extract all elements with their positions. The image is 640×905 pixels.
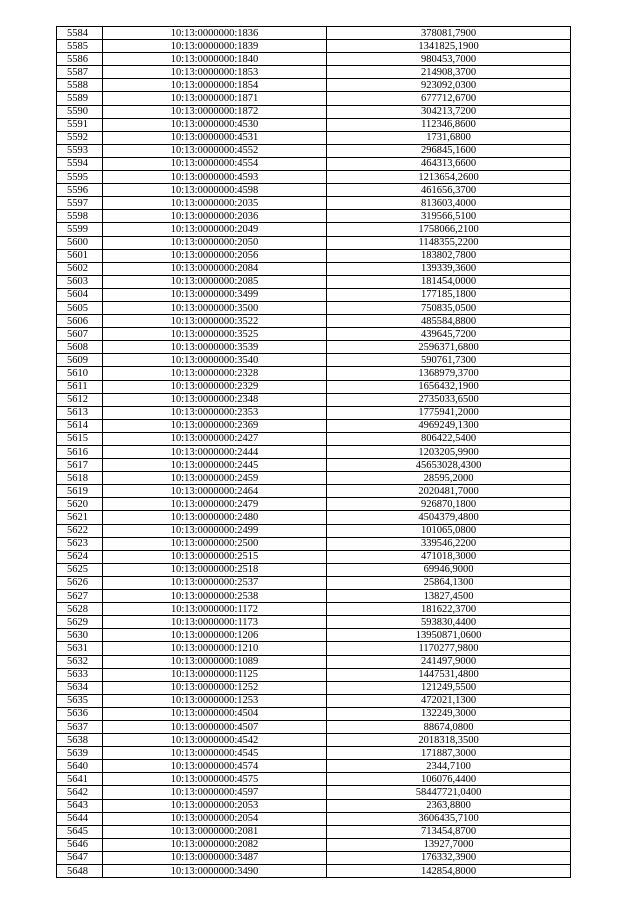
table-row — [57, 249, 571, 262]
table-row — [57, 105, 571, 118]
value-cell: 13950871,0600 — [327, 629, 571, 642]
row-number-cell: 5610 — [57, 367, 103, 380]
table-row — [57, 446, 571, 459]
row-number-cell: 5622 — [57, 524, 103, 537]
row-number-cell: 5615 — [57, 432, 103, 445]
row-number-cell: 5636 — [57, 707, 103, 720]
cadastral-number-cell: 10:13:0000000:2537 — [103, 576, 327, 589]
row-number-cell: 5640 — [57, 760, 103, 773]
value-cell: 2596371,6800 — [327, 341, 571, 354]
value-cell: 25864,1300 — [327, 576, 571, 589]
row-number-cell: 5608 — [57, 341, 103, 354]
row-number-cell: 5592 — [57, 131, 103, 144]
row-number-cell: 5632 — [57, 655, 103, 668]
table-row — [57, 707, 571, 720]
value-cell: 101065,0800 — [327, 524, 571, 537]
cadastral-number-cell: 10:13:0000000:4531 — [103, 131, 327, 144]
value-cell: 378081,7900 — [327, 27, 571, 40]
value-cell: 142854,8000 — [327, 865, 571, 878]
table-row — [57, 288, 571, 301]
row-number-cell: 5611 — [57, 380, 103, 393]
cadastral-number-cell: 10:13:0000000:2084 — [103, 262, 327, 275]
table-row — [57, 223, 571, 236]
table-row — [57, 537, 571, 550]
row-number-cell: 5637 — [57, 720, 103, 733]
row-number-cell: 5628 — [57, 603, 103, 616]
cadastral-number-cell: 10:13:0000000:3487 — [103, 851, 327, 864]
cadastral-number-cell: 10:13:0000000:3490 — [103, 865, 327, 878]
cadastral-number-cell: 10:13:0000000:2081 — [103, 825, 327, 838]
cadastral-number-cell: 10:13:0000000:3540 — [103, 354, 327, 367]
cadastral-number-cell: 10:13:0000000:4575 — [103, 773, 327, 786]
cadastral-number-cell: 10:13:0000000:2518 — [103, 563, 327, 576]
table-row — [57, 79, 571, 92]
cadastral-number-cell: 10:13:0000000:2464 — [103, 485, 327, 498]
cadastral-number-cell: 10:13:0000000:2082 — [103, 838, 327, 851]
table-row — [57, 825, 571, 838]
value-cell: 304213,7200 — [327, 105, 571, 118]
cadastral-number-cell: 10:13:0000000:4552 — [103, 144, 327, 157]
value-cell: 181454,0000 — [327, 275, 571, 288]
table-row — [57, 144, 571, 157]
value-cell: 926870,1800 — [327, 498, 571, 511]
value-cell: 181622,3700 — [327, 603, 571, 616]
cadastral-number-cell: 10:13:0000000:4554 — [103, 157, 327, 170]
table-row — [57, 262, 571, 275]
row-number-cell: 5585 — [57, 40, 103, 53]
row-number-cell: 5584 — [57, 27, 103, 40]
cadastral-number-cell: 10:13:0000000:2056 — [103, 249, 327, 262]
row-number-cell: 5618 — [57, 472, 103, 485]
cadastral-number-cell: 10:13:0000000:2515 — [103, 550, 327, 563]
cadastral-number-cell: 10:13:0000000:1836 — [103, 27, 327, 40]
value-cell: 106076,4400 — [327, 773, 571, 786]
value-cell: 183802,7800 — [327, 249, 571, 262]
table-row — [57, 472, 571, 485]
table-row — [57, 275, 571, 288]
cadastral-number-cell: 10:13:0000000:1172 — [103, 603, 327, 616]
cadastral-number-cell: 10:13:0000000:4542 — [103, 734, 327, 747]
row-number-cell: 5614 — [57, 419, 103, 432]
table-row — [57, 511, 571, 524]
cadastral-number-cell: 10:13:0000000:2053 — [103, 799, 327, 812]
value-cell: 69946,9000 — [327, 563, 571, 576]
value-cell: 121249,5500 — [327, 681, 571, 694]
cadastral-number-cell: 10:13:0000000:4545 — [103, 747, 327, 760]
value-cell: 1213654,2600 — [327, 171, 571, 184]
row-number-cell: 5643 — [57, 799, 103, 812]
row-number-cell: 5607 — [57, 328, 103, 341]
value-cell: 1170277,9800 — [327, 642, 571, 655]
cadastral-number-cell: 10:13:0000000:1252 — [103, 681, 327, 694]
table-row — [57, 171, 571, 184]
cadastral-number-cell: 10:13:0000000:2427 — [103, 432, 327, 445]
row-number-cell: 5588 — [57, 79, 103, 92]
value-cell: 58447721,0400 — [327, 786, 571, 799]
table-row — [57, 694, 571, 707]
table-row — [57, 812, 571, 825]
row-number-cell: 5589 — [57, 92, 103, 105]
table-row — [57, 315, 571, 328]
cadastral-number-cell: 10:13:0000000:4530 — [103, 118, 327, 131]
row-number-cell: 5629 — [57, 616, 103, 629]
row-number-cell: 5605 — [57, 301, 103, 314]
table-row — [57, 459, 571, 472]
row-number-cell: 5599 — [57, 223, 103, 236]
row-number-cell: 5620 — [57, 498, 103, 511]
cadastral-number-cell: 10:13:0000000:2035 — [103, 197, 327, 210]
cadastral-number-cell: 10:13:0000000:1839 — [103, 40, 327, 53]
cadastral-number-cell: 10:13:0000000:2049 — [103, 223, 327, 236]
table-row — [57, 498, 571, 511]
value-cell: 472021,1300 — [327, 694, 571, 707]
row-number-cell: 5639 — [57, 747, 103, 760]
value-cell: 88674,0800 — [327, 720, 571, 733]
value-cell: 176332,3900 — [327, 851, 571, 864]
row-number-cell: 5612 — [57, 393, 103, 406]
table-row — [57, 184, 571, 197]
cadastral-number-cell: 10:13:0000000:2480 — [103, 511, 327, 524]
value-cell: 2018318,3500 — [327, 734, 571, 747]
value-cell: 593830,4400 — [327, 616, 571, 629]
row-number-cell: 5586 — [57, 53, 103, 66]
row-number-cell: 5613 — [57, 406, 103, 419]
cadastral-number-cell: 10:13:0000000:3500 — [103, 301, 327, 314]
row-number-cell: 5621 — [57, 511, 103, 524]
table-row — [57, 760, 571, 773]
row-number-cell: 5617 — [57, 459, 103, 472]
row-number-cell: 5601 — [57, 249, 103, 262]
row-number-cell: 5627 — [57, 590, 103, 603]
table-row — [57, 786, 571, 799]
value-cell: 1656432,1900 — [327, 380, 571, 393]
cadastral-number-cell: 10:13:0000000:4507 — [103, 720, 327, 733]
table-row — [57, 720, 571, 733]
row-number-cell: 5598 — [57, 210, 103, 223]
cadastral-number-cell: 10:13:0000000:2328 — [103, 367, 327, 380]
value-cell: 461656,3700 — [327, 184, 571, 197]
row-number-cell: 5603 — [57, 275, 103, 288]
table-row — [57, 773, 571, 786]
row-number-cell: 5606 — [57, 315, 103, 328]
row-number-cell: 5646 — [57, 838, 103, 851]
cadastral-number-cell: 10:13:0000000:2500 — [103, 537, 327, 550]
value-cell: 13827,4500 — [327, 590, 571, 603]
cadastral-table — [56, 26, 571, 878]
table-row — [57, 550, 571, 563]
value-cell: 214908,3700 — [327, 66, 571, 79]
value-cell: 1447531,4800 — [327, 668, 571, 681]
cadastral-number-cell: 10:13:0000000:2036 — [103, 210, 327, 223]
value-cell: 177185,1800 — [327, 288, 571, 301]
table-row — [57, 118, 571, 131]
cadastral-number-cell: 10:13:0000000:2085 — [103, 275, 327, 288]
row-number-cell: 5590 — [57, 105, 103, 118]
value-cell: 45653028,4300 — [327, 459, 571, 472]
cadastral-number-cell: 10:13:0000000:4597 — [103, 786, 327, 799]
table-row — [57, 27, 571, 40]
cadastral-number-cell: 10:13:0000000:4574 — [103, 760, 327, 773]
value-cell: 1368979,3700 — [327, 367, 571, 380]
row-number-cell: 5609 — [57, 354, 103, 367]
table-row — [57, 616, 571, 629]
table-row — [57, 354, 571, 367]
table-row — [57, 419, 571, 432]
cadastral-number-cell: 10:13:0000000:1840 — [103, 53, 327, 66]
value-cell: 296845,1600 — [327, 144, 571, 157]
table-row — [57, 655, 571, 668]
cadastral-number-cell: 10:13:0000000:3539 — [103, 341, 327, 354]
table-row — [57, 157, 571, 170]
table-row — [57, 642, 571, 655]
value-cell: 1758066,2100 — [327, 223, 571, 236]
table-row — [57, 92, 571, 105]
row-number-cell: 5630 — [57, 629, 103, 642]
value-cell: 171887,3000 — [327, 747, 571, 760]
value-cell: 2020481,7000 — [327, 485, 571, 498]
table-row — [57, 367, 571, 380]
cadastral-number-cell: 10:13:0000000:1089 — [103, 655, 327, 668]
row-number-cell: 5625 — [57, 563, 103, 576]
cadastral-number-cell: 10:13:0000000:1206 — [103, 629, 327, 642]
value-cell: 4504379,4800 — [327, 511, 571, 524]
cadastral-number-cell: 10:13:0000000:2369 — [103, 419, 327, 432]
row-number-cell: 5600 — [57, 236, 103, 249]
table-row — [57, 799, 571, 812]
cadastral-number-cell: 10:13:0000000:1871 — [103, 92, 327, 105]
value-cell: 750835,0500 — [327, 301, 571, 314]
row-number-cell: 5604 — [57, 288, 103, 301]
table-row — [57, 131, 571, 144]
row-number-cell: 5626 — [57, 576, 103, 589]
cadastral-number-cell: 10:13:0000000:3525 — [103, 328, 327, 341]
cadastral-number-cell: 10:13:0000000:2479 — [103, 498, 327, 511]
row-number-cell: 5647 — [57, 851, 103, 864]
row-number-cell: 5635 — [57, 694, 103, 707]
table-row — [57, 563, 571, 576]
value-cell: 590761,7300 — [327, 354, 571, 367]
table-row — [57, 406, 571, 419]
row-number-cell: 5642 — [57, 786, 103, 799]
cadastral-number-cell: 10:13:0000000:1253 — [103, 694, 327, 707]
table-row — [57, 197, 571, 210]
value-cell: 980453,7000 — [327, 53, 571, 66]
value-cell: 13927,7000 — [327, 838, 571, 851]
row-number-cell: 5587 — [57, 66, 103, 79]
cadastral-number-cell: 10:13:0000000:1125 — [103, 668, 327, 681]
value-cell: 713454,8700 — [327, 825, 571, 838]
row-number-cell: 5594 — [57, 157, 103, 170]
value-cell: 1775941,2000 — [327, 406, 571, 419]
cadastral-number-cell: 10:13:0000000:1853 — [103, 66, 327, 79]
table-row — [57, 301, 571, 314]
row-number-cell: 5631 — [57, 642, 103, 655]
cadastral-number-cell: 10:13:0000000:2054 — [103, 812, 327, 825]
value-cell: 28595,2000 — [327, 472, 571, 485]
table-row — [57, 629, 571, 642]
table-row — [57, 838, 571, 851]
table-row — [57, 576, 571, 589]
value-cell: 1148355,2200 — [327, 236, 571, 249]
value-cell: 471018,3000 — [327, 550, 571, 563]
row-number-cell: 5634 — [57, 681, 103, 694]
cadastral-number-cell: 10:13:0000000:2353 — [103, 406, 327, 419]
table-row — [57, 40, 571, 53]
value-cell: 339546,2200 — [327, 537, 571, 550]
cadastral-number-cell: 10:13:0000000:2445 — [103, 459, 327, 472]
row-number-cell: 5593 — [57, 144, 103, 157]
row-number-cell: 5602 — [57, 262, 103, 275]
value-cell: 923092,0300 — [327, 79, 571, 92]
cadastral-number-cell: 10:13:0000000:3499 — [103, 288, 327, 301]
cadastral-number-cell: 10:13:0000000:3522 — [103, 315, 327, 328]
cadastral-number-cell: 10:13:0000000:2348 — [103, 393, 327, 406]
table-row — [57, 53, 571, 66]
value-cell: 464313,6600 — [327, 157, 571, 170]
value-cell: 4969249,1300 — [327, 419, 571, 432]
table-row — [57, 681, 571, 694]
table-row — [57, 603, 571, 616]
table-body — [57, 27, 571, 878]
value-cell: 2344,7100 — [327, 760, 571, 773]
cadastral-number-cell: 10:13:0000000:2329 — [103, 380, 327, 393]
cadastral-number-cell: 10:13:0000000:4598 — [103, 184, 327, 197]
row-number-cell: 5597 — [57, 197, 103, 210]
cadastral-number-cell: 10:13:0000000:2459 — [103, 472, 327, 485]
value-cell: 2735033,6500 — [327, 393, 571, 406]
cadastral-number-cell: 10:13:0000000:4593 — [103, 171, 327, 184]
row-number-cell: 5619 — [57, 485, 103, 498]
value-cell: 677712,6700 — [327, 92, 571, 105]
row-number-cell: 5595 — [57, 171, 103, 184]
table-row — [57, 747, 571, 760]
row-number-cell: 5596 — [57, 184, 103, 197]
row-number-cell: 5641 — [57, 773, 103, 786]
cadastral-number-cell: 10:13:0000000:2444 — [103, 446, 327, 459]
row-number-cell: 5623 — [57, 537, 103, 550]
table-row — [57, 590, 571, 603]
cadastral-number-cell: 10:13:0000000:2050 — [103, 236, 327, 249]
value-cell: 439645,7200 — [327, 328, 571, 341]
table-row — [57, 328, 571, 341]
value-cell: 132249,3000 — [327, 707, 571, 720]
value-cell: 1731,6800 — [327, 131, 571, 144]
value-cell: 241497,9000 — [327, 655, 571, 668]
table-row — [57, 380, 571, 393]
table-row — [57, 66, 571, 79]
row-number-cell: 5638 — [57, 734, 103, 747]
row-number-cell: 5624 — [57, 550, 103, 563]
value-cell: 813603,4000 — [327, 197, 571, 210]
row-number-cell: 5645 — [57, 825, 103, 838]
value-cell: 139339,3600 — [327, 262, 571, 275]
table-row — [57, 210, 571, 223]
row-number-cell: 5633 — [57, 668, 103, 681]
cadastral-number-cell: 10:13:0000000:1210 — [103, 642, 327, 655]
table-row — [57, 485, 571, 498]
table-row — [57, 865, 571, 878]
row-number-cell: 5616 — [57, 446, 103, 459]
table-row — [57, 851, 571, 864]
row-number-cell: 5591 — [57, 118, 103, 131]
table-row — [57, 734, 571, 747]
table-row — [57, 393, 571, 406]
value-cell: 2363,8800 — [327, 799, 571, 812]
cadastral-number-cell: 10:13:0000000:2499 — [103, 524, 327, 537]
cadastral-number-cell: 10:13:0000000:1173 — [103, 616, 327, 629]
cadastral-number-cell: 10:13:0000000:1872 — [103, 105, 327, 118]
row-number-cell: 5644 — [57, 812, 103, 825]
value-cell: 319566,5100 — [327, 210, 571, 223]
value-cell: 3606435,7100 — [327, 812, 571, 825]
table-row — [57, 668, 571, 681]
cadastral-number-cell: 10:13:0000000:2538 — [103, 590, 327, 603]
value-cell: 1341825,1900 — [327, 40, 571, 53]
cadastral-number-cell: 10:13:0000000:1854 — [103, 79, 327, 92]
cadastral-number-cell: 10:13:0000000:4504 — [103, 707, 327, 720]
value-cell: 112346,8600 — [327, 118, 571, 131]
value-cell: 806422,5400 — [327, 432, 571, 445]
table-row — [57, 236, 571, 249]
table-row — [57, 341, 571, 354]
value-cell: 485584,8800 — [327, 315, 571, 328]
row-number-cell: 5648 — [57, 865, 103, 878]
table-row — [57, 524, 571, 537]
value-cell: 1203205,9900 — [327, 446, 571, 459]
table-row — [57, 432, 571, 445]
